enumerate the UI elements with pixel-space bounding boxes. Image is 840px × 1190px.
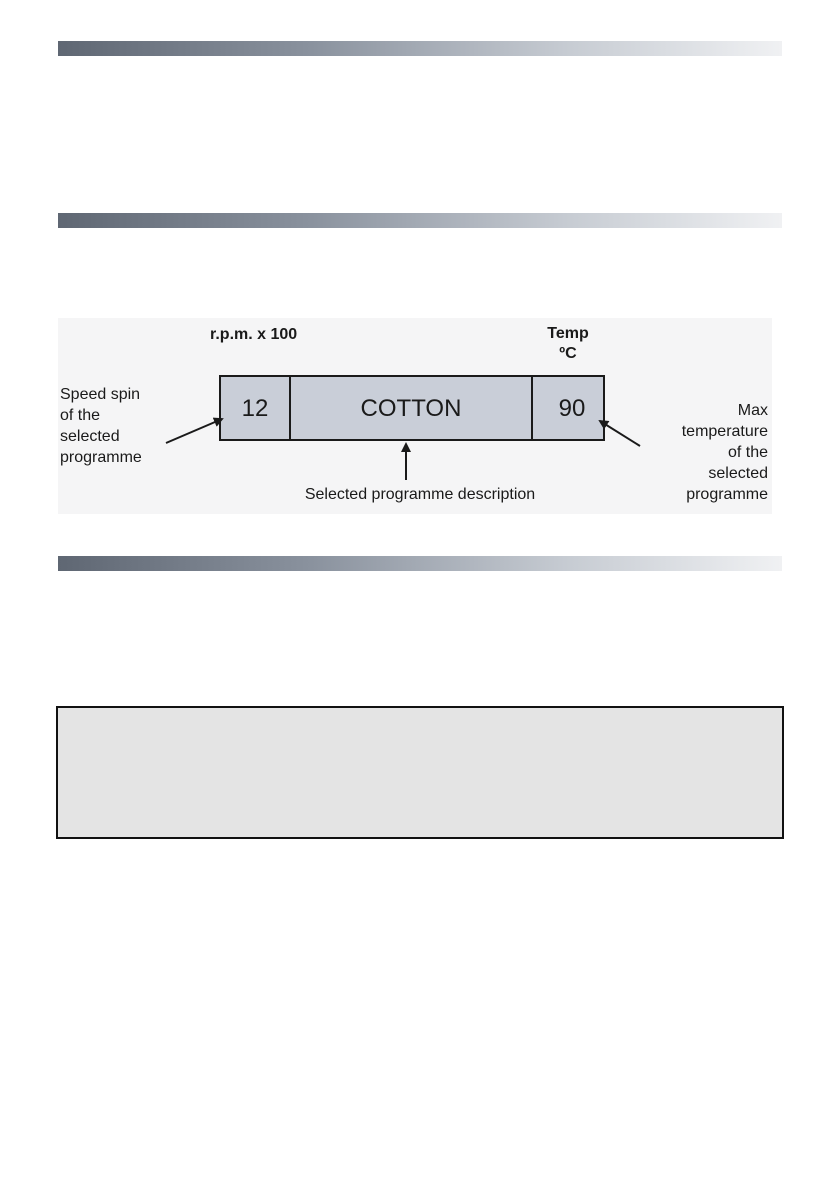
note-box xyxy=(56,706,784,839)
display-diagram-svg xyxy=(58,318,772,514)
section-divider-3 xyxy=(58,556,782,571)
temp-header-label: Temp xyxy=(547,325,589,342)
speed-callout-line-3: selected xyxy=(60,428,120,445)
speed-callout-line-4: programme xyxy=(60,449,142,466)
temperature-callout-line-3: of the xyxy=(727,444,768,461)
temperature-value: 90 xyxy=(558,395,586,422)
programme-name: COTTON xyxy=(360,395,462,422)
display-diagram xyxy=(58,318,772,514)
temperature-callout-line-4: selected xyxy=(708,465,768,482)
speed-callout-line-1: Speed spin xyxy=(60,386,141,403)
section-divider-2 xyxy=(58,213,782,228)
temp-header-unit: ºC xyxy=(559,345,577,362)
rpm-header: r.p.m. x 100 xyxy=(210,326,298,343)
temperature-callout-arrow xyxy=(600,421,640,446)
speed-callout-arrow xyxy=(166,419,222,443)
speed-value: 12 xyxy=(241,395,269,422)
description-callout: Selected programme description xyxy=(304,486,536,503)
section-divider-1 xyxy=(58,41,782,56)
speed-callout-line-2: of the xyxy=(60,407,101,424)
temperature-callout-line-2: temperature xyxy=(681,423,768,440)
temperature-callout-line-1: Max xyxy=(737,402,768,419)
temperature-callout-line-5: programme xyxy=(686,486,768,503)
